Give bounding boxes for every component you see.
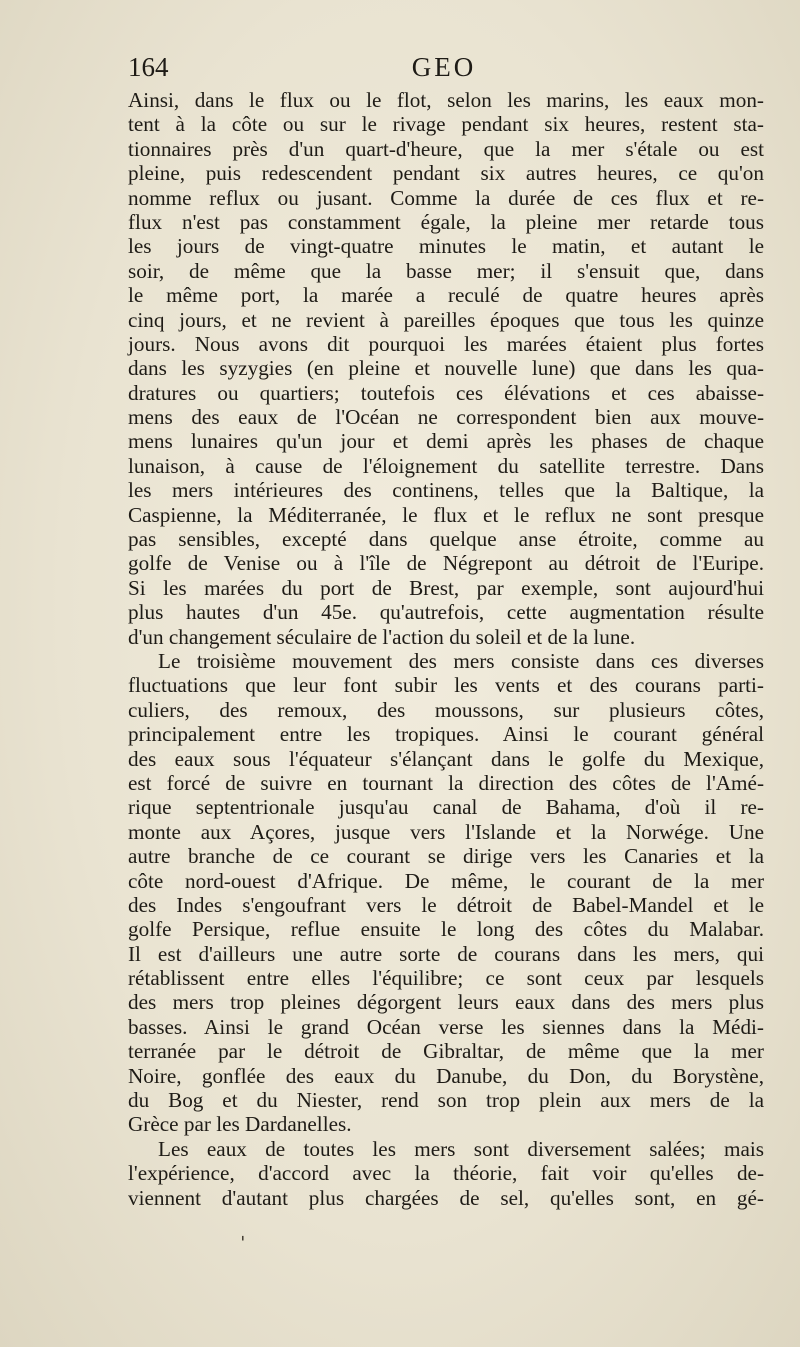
text-line: pas sensibles, excepté dans quelque anse étroite, comme au [128,527,764,552]
running-head: GEO [411,52,477,82]
text-line: autre branche de ce courant se dirige vers les Canaries et la [128,844,764,869]
text-line: golfe de Venise ou à l'île de Négrepont au détroit de l'Euripe. [128,551,764,576]
text-line: flux n'est pas constamment égale, la pleine mer retarde tous [128,209,764,234]
text-line: principalement entre les tropiques. Ainsi le courant général [128,722,764,747]
text-line: pleine, puis redescendent pendant six autres heures, ce qu'on [128,161,764,186]
text-line: tionnaires près d'un quart-d'heure, que la mer s'étale ou est [128,136,764,161]
text-line: culiers, des remoux, des moussons, sur plusieurs côtes, [128,697,764,722]
page-header [128,52,760,88]
body-text [128,88,764,1210]
text-line: mens des eaux de l'Océan ne correspondent bien aux mouve- [128,405,764,430]
text-line: Caspienne, la Méditerranée, le flux et le reflux ne sont presque [128,502,764,527]
text-line: est forcé de suivre en tournant la direction des côtes de l'Amé- [128,770,764,795]
text-line: basses. Ainsi le grand Océan verse les siennes dans la Médi- [128,1014,764,1039]
text-line: dans les syzygies (en pleine et nouvelle lune) que dans les qua- [128,356,764,381]
text-line: les mers intérieures des continens, telles que la Baltique, la [128,478,764,503]
text-line: Grèce par les Dardanelles. [128,1112,352,1137]
text-line: Ainsi, dans le flux ou le flot, selon les marins, les eaux mon- [128,88,764,112]
text-line: jours. Nous avons dit pourquoi les marées étaient plus fortes [128,331,764,356]
text-line: fluctuations que leur font subir les vents et des courans parti- [128,673,764,698]
text-line: les jours de vingt-quatre minutes le matin, et autant le [128,234,764,259]
text-line: le même port, la marée a reculé de quatre heures après [128,283,764,308]
text-line: monte aux Açores, jusque vers l'Islande et la Norwége. Une [128,819,764,844]
text-line: plus hautes d'un 45e. qu'autrefois, cette augmentation résulte [128,600,764,625]
text-line: cinq jours, et ne revient à pareilles époques que tous les quinze [128,307,764,332]
text-line: Noire, gonflée des eaux du Danube, du Don, du Borystène, [128,1063,764,1088]
ink-mark: ˈ [240,1232,246,1256]
text-line: d'un changement séculaire de l'action du soleil et de la lune. [128,624,636,649]
text-line: l'expérience, d'accord avec la théorie, fait voir qu'elles de- [128,1161,764,1186]
text-line: rétablissent entre elles l'équilibre; ce sont ceux par lesquels [128,966,764,991]
text-line: dratures ou quartiers; toutefois ces élévations et ces abaisse- [128,380,764,405]
text-line: côte nord-ouest d'Afrique. De même, le courant de la mer [128,868,764,893]
text-line: mens lunaires qu'un jour et demi après les phases de chaque [128,429,764,454]
text-line: terranée par le détroit de Gibraltar, de même que la mer [128,1039,764,1064]
text-line: du Bog et du Niester, rend son trop plein aux mers de la [128,1088,764,1113]
text-line: lunaison, à cause de l'éloignement du satellite terrestre. Dans [128,453,764,478]
text-line: nomme reflux ou jusant. Comme la durée de ces flux et re- [128,185,764,210]
text-line: viennent d'autant plus chargées de sel, qu'elles sont, en gé- [128,1185,764,1210]
text-line: des Indes s'engoufrant vers le détroit de Babel-Mandel et le [128,892,764,917]
text-line: Le troisième mouvement des mers consiste dans ces diverses [158,648,764,673]
text-line: rique septentrionale jusqu'au canal de Bahama, d'où il re- [128,795,764,820]
text-line: soir, de même que la basse mer; il s'ensuit que, dans [128,258,764,283]
text-line: tent à la côte ou sur le rivage pendant six heures, restent sta- [128,112,764,137]
text-line: des eaux sous l'équateur s'élançant dans le golfe du Mexique, [128,746,764,771]
text-line: golfe Persique, reflue ensuite le long des côtes du Malabar. [128,917,764,942]
text-line: Il est d'ailleurs une autre sorte de courans dans les mers, qui [128,941,764,966]
text-line: Les eaux de toutes les mers sont diversement salées; mais [158,1136,764,1161]
text-line: des mers trop pleines dégorgent leurs eaux dans des mers plus [128,990,764,1015]
page-number: 164 [128,52,169,82]
text-line: Si les marées du port de Brest, par exemple, sont aujourd'hui [128,575,764,600]
